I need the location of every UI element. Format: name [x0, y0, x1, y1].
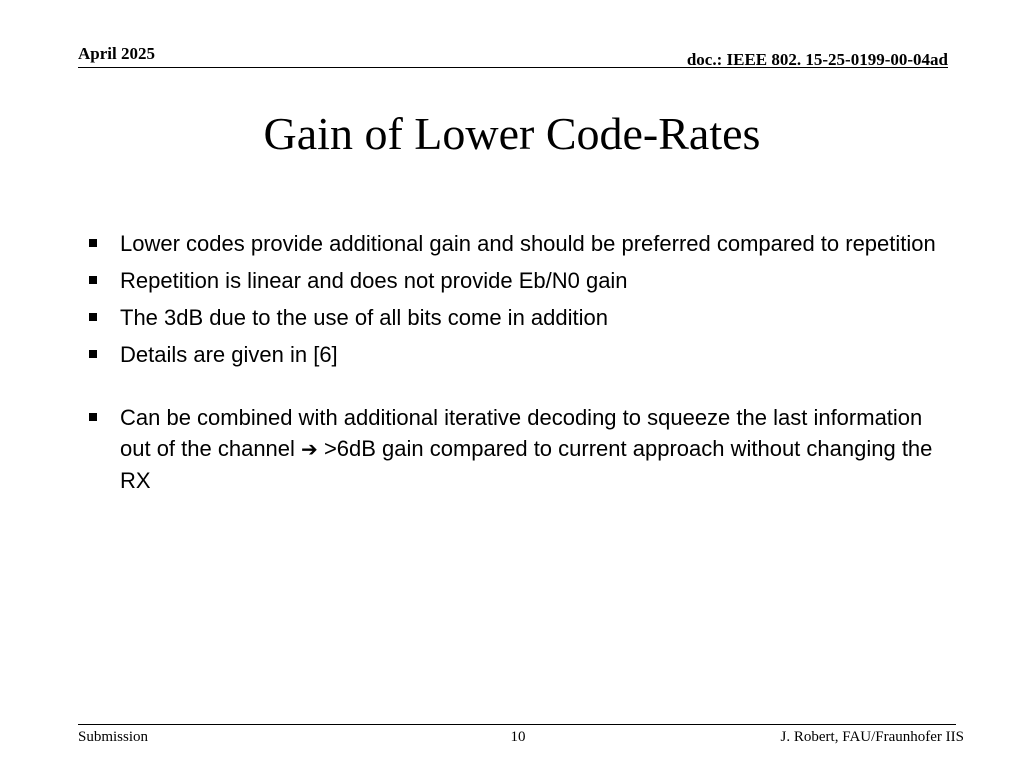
bullet-text: Repetition is linear and does not provide Eb/N0 gain	[120, 268, 628, 293]
square-bullet-icon	[89, 239, 97, 247]
bullet-text: Lower codes provide additional gain and should be preferred compared to repetition	[120, 231, 936, 256]
header-divider	[78, 67, 948, 68]
square-bullet-icon	[89, 276, 97, 284]
bullet-item	[88, 402, 948, 496]
bullet-text-after-arrow: >6dB gain compared to current approach without changing the RX	[120, 436, 933, 493]
bullet-item	[88, 302, 948, 333]
bullet-list	[88, 228, 948, 502]
footer-submission: Submission	[78, 729, 149, 745]
bullet-item	[88, 228, 948, 259]
slide-title: Gain of Lower Code-Rates	[263, 108, 761, 159]
header-date: April 2025	[78, 44, 155, 63]
bullet-text: The 3dB due to the use of all bits come in addition	[120, 305, 608, 330]
footer-divider	[78, 724, 956, 725]
header-doc-id: doc.: IEEE 802. 15-25-0199-00-04ad	[686, 50, 948, 69]
bullet-text-before-arrow: Can be combined with additional iterative decoding to squeeze the last information out of the channel	[120, 405, 923, 461]
square-bullet-icon	[89, 413, 97, 421]
square-bullet-icon	[89, 350, 97, 358]
bullet-text: Details are given in [6]	[120, 342, 338, 367]
bullet-item	[88, 265, 948, 296]
square-bullet-icon	[89, 313, 97, 321]
right-arrow-icon: ➔	[301, 437, 318, 461]
footer-author: J. Robert, FAU/Fraunhofer IIS	[780, 729, 964, 745]
bullet-item	[88, 339, 948, 370]
footer-page-number: 10	[510, 729, 526, 745]
